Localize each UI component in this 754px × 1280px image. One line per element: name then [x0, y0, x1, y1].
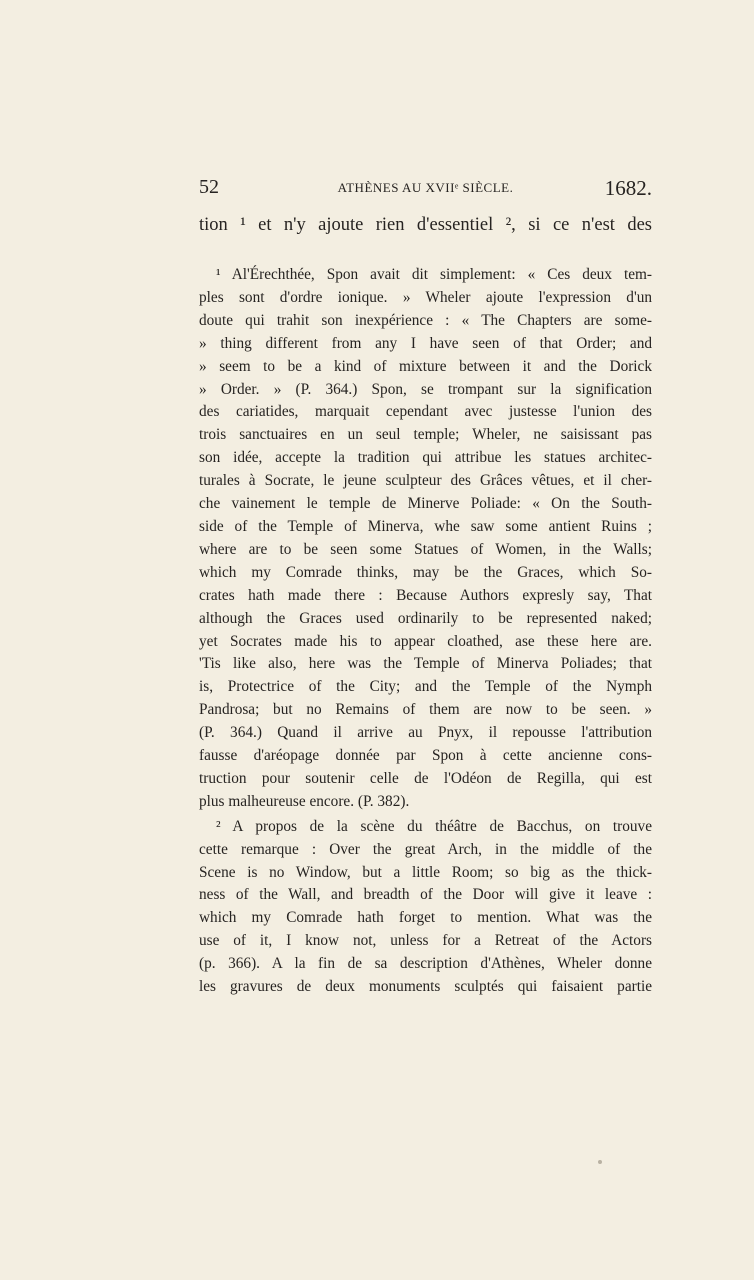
footnote-line: use of it, I know not, unless for a Retreat of the Actors	[199, 932, 652, 950]
header-year: 1682.	[604, 176, 652, 200]
page-number: 52	[199, 176, 219, 198]
footnote-line: trois sanctuaires en un seul temple; Wheler, ne saisissant pas	[199, 426, 652, 444]
page-header	[199, 176, 652, 202]
footnote-line: ² A propos de la scène du théâtre de Bacchus, on trouve	[216, 817, 652, 835]
paper-speck	[598, 1160, 602, 1164]
footnote-line: » Order. » (P. 364.) Spon, se trompant sur la signification	[199, 380, 652, 398]
footnotes	[199, 264, 652, 999]
footnote-line: des cariatides, marquait cependant avec justesse l'union des	[199, 403, 652, 421]
footnote-line: crates hath made there : Because Authors expresly say, That	[199, 586, 652, 604]
footnote-line: ¹ Al'Érechthée, Spon avait dit simplement: « Ces deux tem-	[216, 266, 652, 283]
footnote-line: which my Comrade thinks, may be the Graces, which So-	[199, 563, 652, 581]
footnote-line: where are to be seen some Statues of Women, in the Walls;	[199, 540, 652, 558]
footnote-line: turales à Socrate, le jeune sculpteur des Grâces vêtues, et il cher-	[199, 472, 652, 490]
footnote-line: truction pour soutenir celle de l'Odéon de Regilla, qui est	[199, 769, 652, 787]
footnote-line: ples sont d'ordre ionique. » Wheler ajoute l'expression d'un	[199, 288, 652, 306]
footnote-line: plus malheureuse encore. (P. 382).	[199, 792, 410, 810]
footnote-line: che vainement le temple de Minerve Poliade: « On the South-	[199, 495, 652, 513]
footnote-line: » thing different from any I have seen of that Order; and	[199, 334, 652, 352]
footnote-line: is, Protectrice of the City; and the Temple of the Nymph	[199, 678, 652, 696]
footnote-line: doute qui trahit son inexpérience : « The Chapters are some-	[199, 311, 652, 329]
footnote-line: although the Graces used ordinarily to be represented naked;	[199, 609, 652, 627]
running-title: ATHÈNES AU XVIIᵉ SIÈCLE.	[337, 180, 514, 195]
footnote-line: Scene is no Window, but a little Room; so big as the thick-	[199, 863, 652, 881]
footnote-line: les gravures de deux monuments sculptés qui faisaient partie	[199, 978, 652, 996]
footnote-line: (p. 366). A la fin de sa description d'Athènes, Wheler donne	[199, 955, 652, 973]
footnote-line: fausse d'aréopage donnée par Spon à cette ancienne cons-	[199, 747, 652, 765]
footnote-line: » seem to be a kind of mixture between it and the Dorick	[199, 357, 652, 375]
footnote-line: which my Comrade hath forget to mention. What was the	[199, 909, 652, 927]
footnote-line: cette remarque : Over the great Arch, in the middle of the	[199, 840, 652, 858]
footnote-line: side of the Temple of Minerva, whe saw some antient Ruins ;	[199, 517, 652, 535]
footnote-line: ness of the Wall, and breadth of the Door will give it leave :	[199, 886, 652, 904]
footnote-line: 'Tis like also, here was the Temple of Minerva Poliades; that	[199, 655, 652, 673]
footnote-line: son idée, accepte la tradition qui attribue les statues architec-	[199, 449, 652, 467]
footnote-line: Pandrosa; but no Remains of them are now to be seen. »	[199, 701, 652, 719]
main-text-line: tion ¹ et n'y ajoute rien d'essentiel ², si ce n'est des	[199, 215, 652, 235]
footnote-line: (P. 364.) Quand il arrive au Pnyx, il repousse l'attribution	[199, 724, 652, 742]
footnote-line: yet Socrates made his to appear cloathed, ase these here are.	[199, 632, 652, 650]
